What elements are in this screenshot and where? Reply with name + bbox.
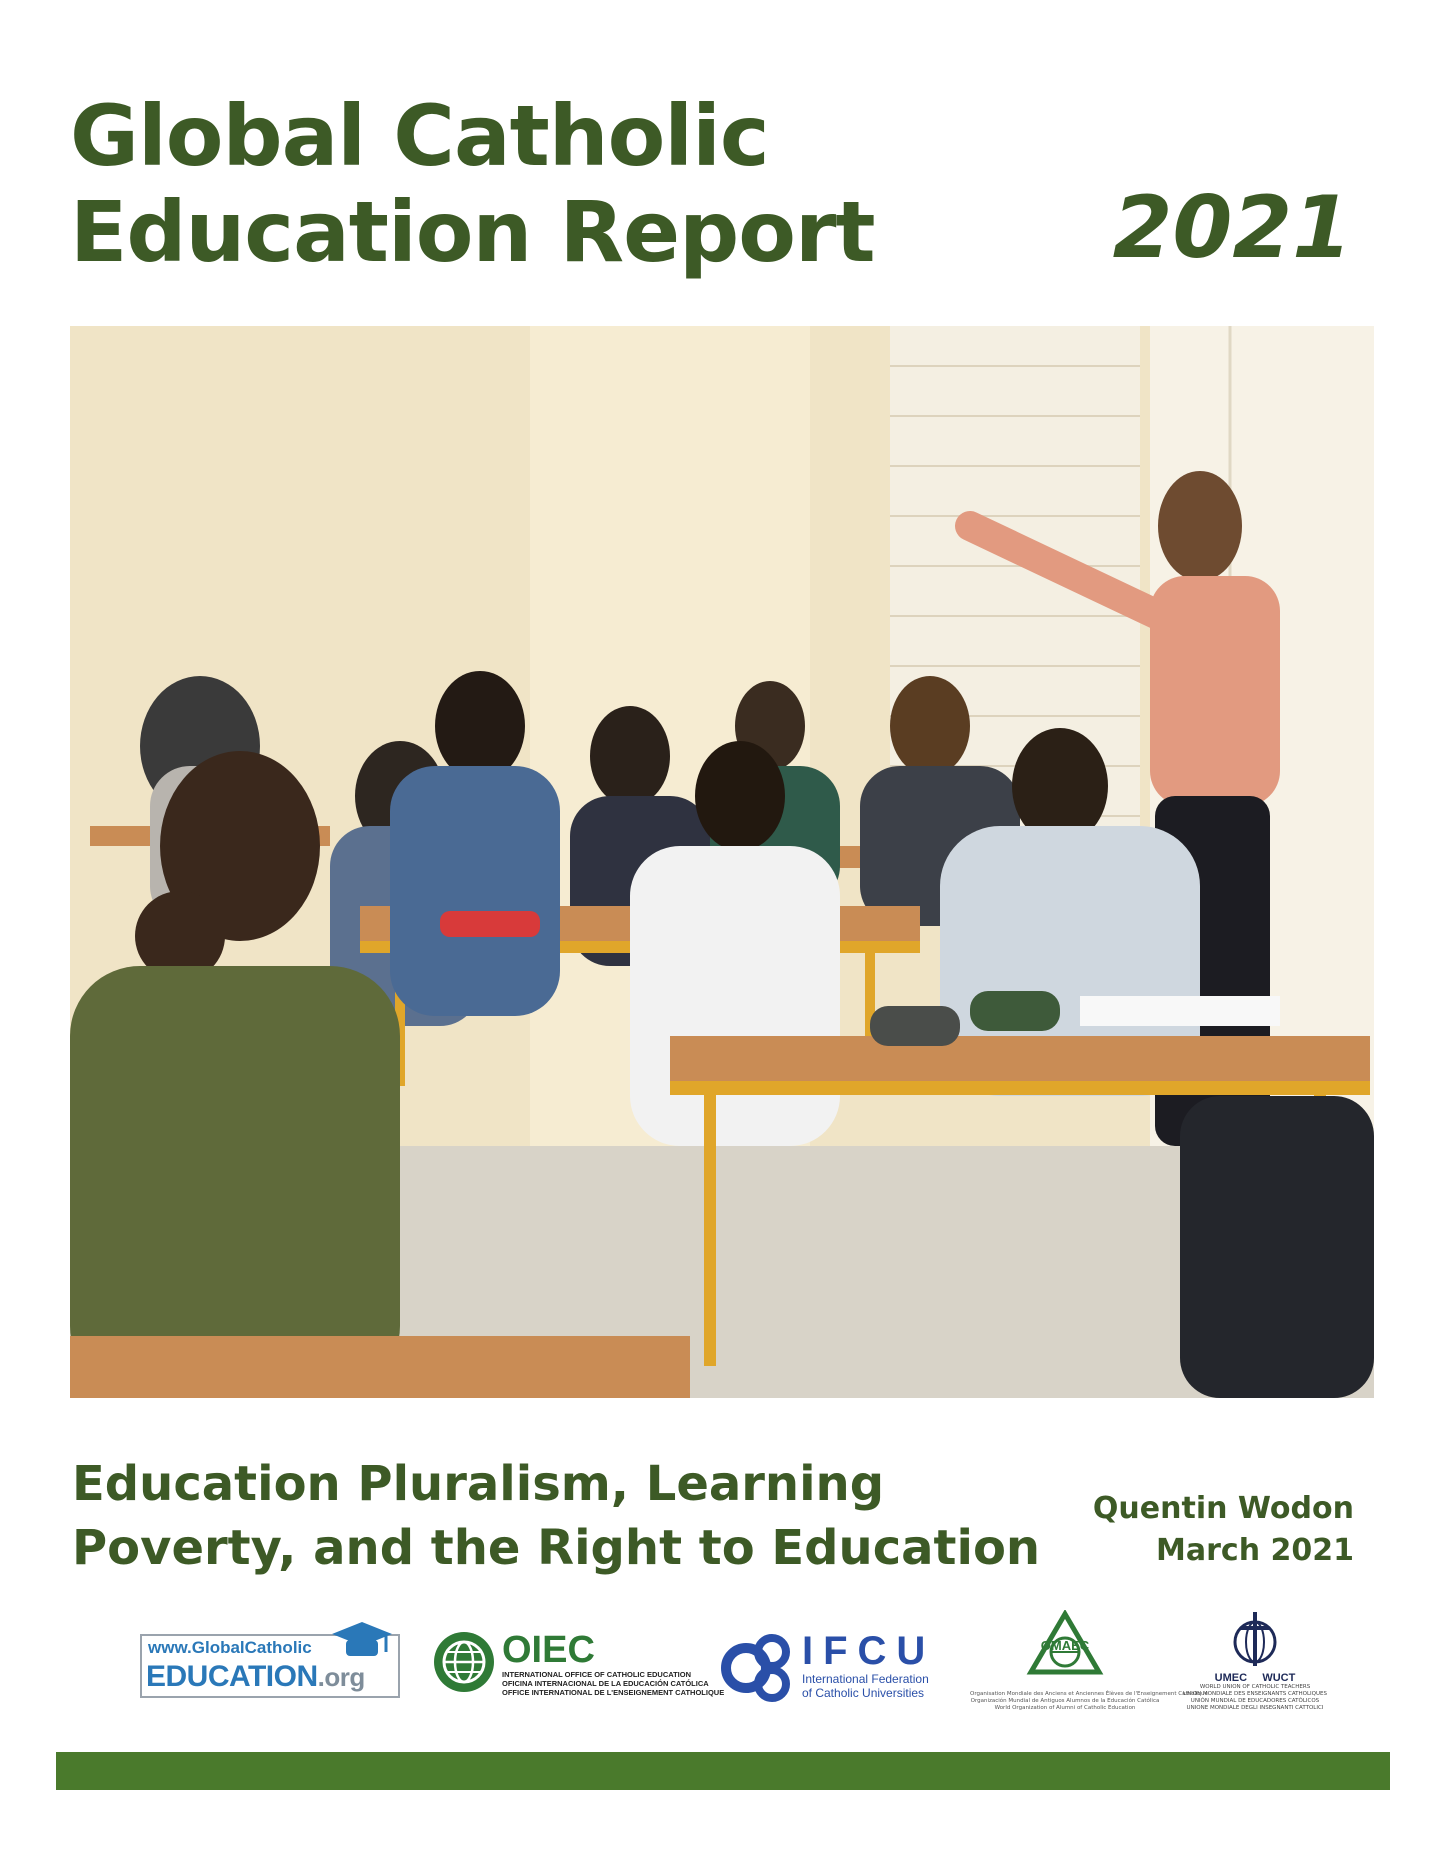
umec-line2: UNION MONDIALE DES ENSEIGNANTS CATHOLIQUES <box>1182 1691 1328 1697</box>
partner-logos <box>140 1610 1328 1720</box>
classroom-illustration <box>70 326 1374 1398</box>
ifcu-logo <box>720 1630 950 1710</box>
umec-line1: WORLD UNION OF CATHOLIC TEACHERS <box>1199 1684 1311 1690</box>
report-title-line2: Education Report <box>70 183 875 281</box>
ifcu-text-block <box>802 1630 935 1700</box>
graduation-cap-icon <box>330 1618 394 1667</box>
ifcu-line1: International Federation <box>802 1672 929 1686</box>
wuct-name: WUCT <box>1262 1672 1296 1684</box>
gce-suffix: .org <box>317 1662 365 1692</box>
umec-line4: UNIONE MONDIALE DEGLI INSEGNANTI CATTOLICI <box>1186 1705 1324 1711</box>
omaec-text-block <box>970 1691 1208 1712</box>
oiec-name: OIEC <box>502 1629 595 1671</box>
umec-text-block <box>1180 1684 1330 1712</box>
umec-name: UMEC <box>1214 1672 1248 1684</box>
oiec-line2: OFICINA INTERNACIONAL DE LA EDUCACIÓN CATÓLICA <box>502 1679 709 1688</box>
oiec-line3: OFFICE INTERNATIONAL DE L'ENSEIGNEMENT CATHOLIQUE <box>502 1688 725 1697</box>
global-catholic-education-logo <box>140 1634 400 1698</box>
oiec-logo <box>432 1629 725 1710</box>
publication-date: March 2021 <box>1156 1533 1354 1568</box>
oiec-text-block <box>502 1630 724 1697</box>
footer-bar <box>56 1752 1390 1790</box>
globe-icon <box>432 1630 496 1698</box>
ifcu-line2: of Catholic Universities <box>802 1686 925 1700</box>
ifcu-name: IFCU <box>802 1629 936 1673</box>
omaec-name: OMAEC <box>1040 1638 1090 1653</box>
report-subtitle-line1: Education Pluralism, Learning <box>72 1456 885 1512</box>
omaec-line1: Organisation Mondiale des Anciens et Anciennes Élèves de l'Enseignement Catholique <box>970 1691 1208 1697</box>
gce-www-text: www.GlobalCatholic <box>148 1638 312 1657</box>
cross-globe-icon <box>1225 1610 1285 1672</box>
rings-icon <box>720 1630 798 1708</box>
umec-line3: UNIÓN MUNDIAL DE EDUCADORES CATÓLICOS <box>1190 1698 1320 1704</box>
author-block <box>1093 1488 1354 1572</box>
classroom-photo <box>70 326 1374 1398</box>
omaec-logo <box>970 1610 1208 1720</box>
omaec-line2: Organización Mundial de Antiguos Alumnos de la Educación Católica <box>970 1698 1160 1704</box>
report-title-line1: Global Catholic <box>70 87 769 185</box>
report-title <box>70 88 875 280</box>
umec-wuct-logo <box>1180 1610 1330 1720</box>
report-subtitle <box>72 1452 1040 1580</box>
author-name: Quentin Wodon <box>1092 1491 1354 1526</box>
umec-name-row <box>1180 1672 1330 1684</box>
report-year: 2021 <box>1112 178 1352 278</box>
omaec-line3: World Organization of Alumni of Catholic Education <box>994 1705 1136 1711</box>
report-subtitle-line2: Poverty, and the Right to Education <box>72 1520 1041 1576</box>
gce-main-word: EDUCATION <box>146 1660 318 1693</box>
oiec-line1: INTERNATIONAL OFFICE OF CATHOLIC EDUCATION <box>502 1670 692 1679</box>
